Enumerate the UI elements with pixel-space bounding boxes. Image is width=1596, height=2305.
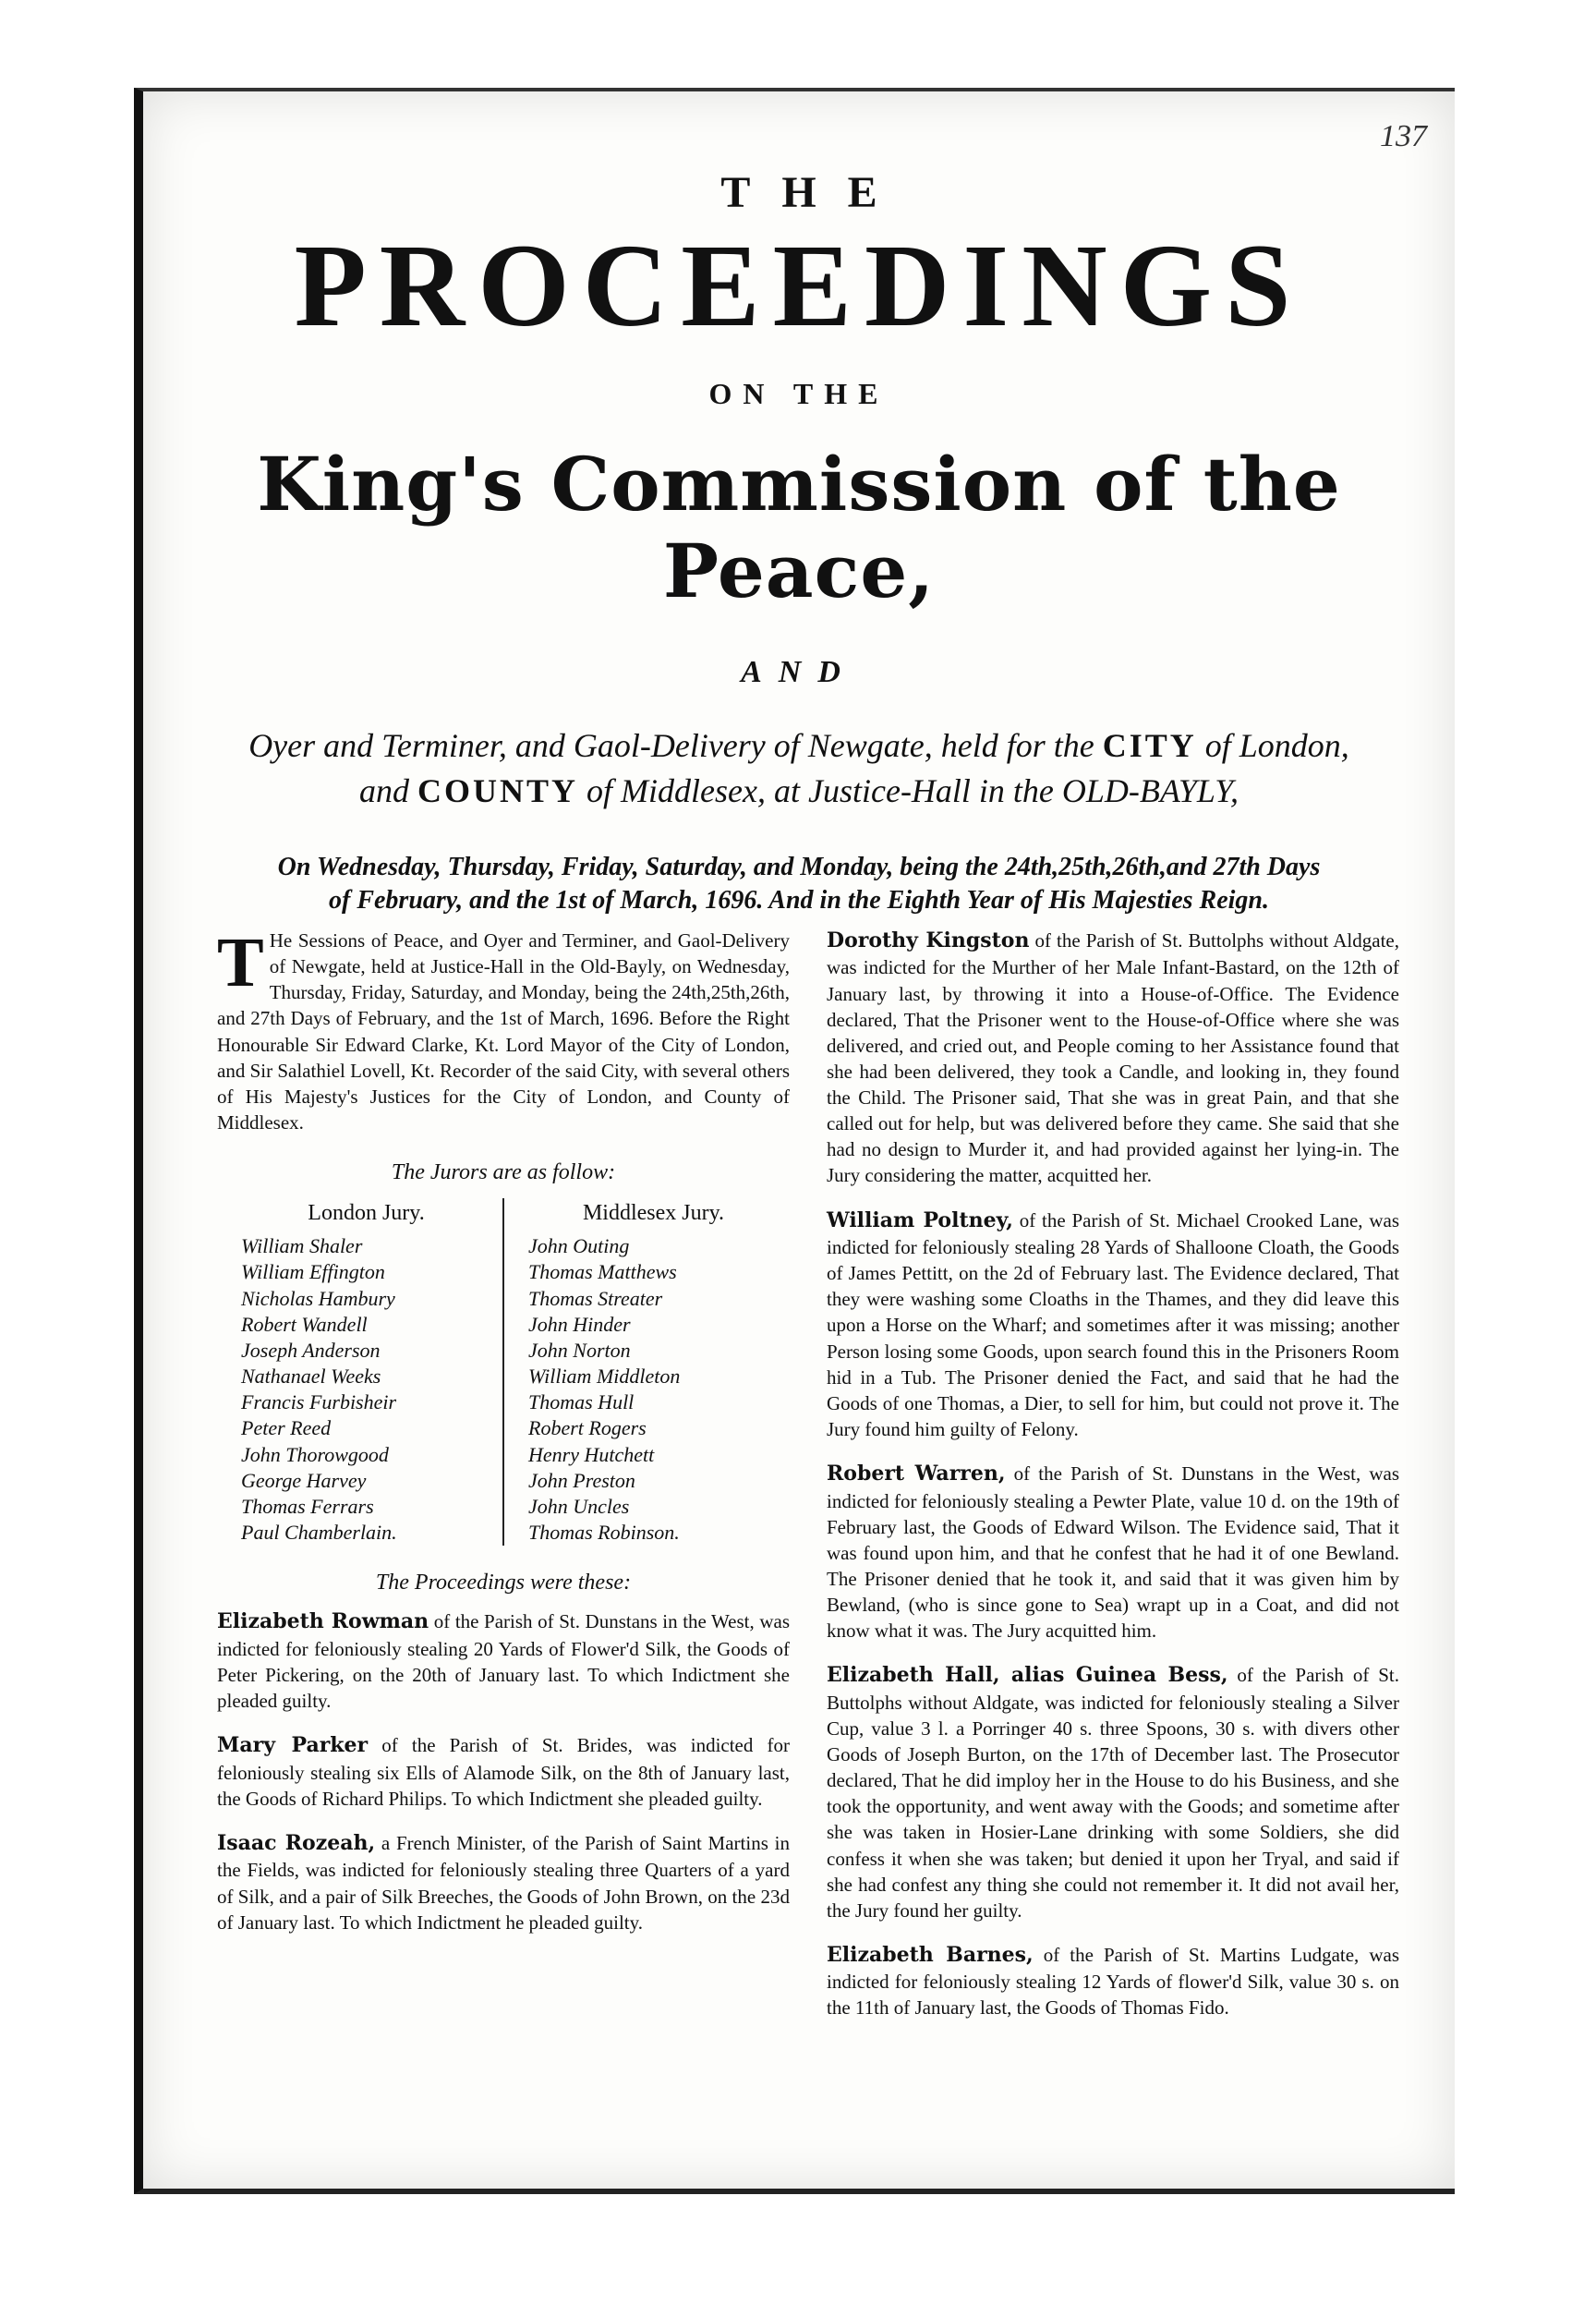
juror: John Preston xyxy=(528,1468,635,1492)
title-kings-commission: King's Commission of the Peace, xyxy=(257,441,1341,615)
case-paragraph xyxy=(217,1830,790,1935)
case-name: Elizabeth Barnes, xyxy=(827,1942,1034,1967)
intro-paragraph xyxy=(217,924,790,1135)
case-paragraph xyxy=(827,1942,1399,2021)
jurors-heading: The Jurors are as follow: xyxy=(391,1160,616,1184)
juror: William Middleton xyxy=(528,1365,681,1389)
middlesex-jury xyxy=(504,1198,790,1546)
case-text: of the Parish of St. Buttolphs without Aldgate, was indicted for feloniously stealing a Silver Cup, value 3 l. a Porringer 40 s. three Spoons, 30 s. with divers other Goods of Joseph Burton, on the 17th of December last. The Prosecutor declared, That he did imploy her in the House to do his Business, and she took the opportunity, and went away with the Goods; and sometime after she was taken in Hosier-Lane drinking with some Soldiers, she did confess it when she was taken; but denied it upon her Tryal, and said if she had confest any thing she could not remember it. It did not avail her, the Jury found her guilty. xyxy=(827,1664,1400,1922)
juror: John Thorowgood xyxy=(241,1442,389,1466)
juror: William Effington xyxy=(241,1260,385,1284)
oyer-line1-a: Oyer and Terminer, and Gaol-Delivery of Newgate, held for the xyxy=(248,727,1103,765)
middlesex-jury-heading: Middlesex Jury. xyxy=(582,1201,725,1226)
juror: Paul Chamberlain. xyxy=(241,1521,397,1545)
oyer-line1-caps: CITY xyxy=(1102,727,1197,765)
title-the: THE xyxy=(720,168,909,217)
title-oyer-and-terminer xyxy=(180,723,1418,813)
dates-line1: On Wednesday, Thursday, Friday, Saturday, and Monday, being the 24th,25th,26th,and 27th Days xyxy=(277,852,1321,881)
intro-text: He Sessions of Peace, and Oyer and Terminer, and Gaol-Delivery of Newgate, held at Justice-Hall in the Old-Bayly, on Wednesday, Thursday, Friday, Saturday, and Monday, being the 24th,25th,26th, and 27th Days of February, and the 1st of March, 1696. Before the Right Honourable Sir Edward Clarke, Kt. Lord Mayor of the City of London, and Sir Salathiel Lovell, Kt. Recorder of the said City, with several others of His Majesty's Justices for the City of London, and County of Middlesex. xyxy=(217,929,790,1134)
juror: John Hinder xyxy=(528,1312,631,1336)
juror: Peter Reed xyxy=(241,1416,332,1440)
juror: Robert Rogers xyxy=(528,1416,647,1440)
juror: George Harvey xyxy=(241,1468,367,1492)
case-paragraph xyxy=(827,1207,1399,1442)
title-on-the: ON THE xyxy=(708,377,889,411)
session-dates xyxy=(180,851,1418,918)
right-column xyxy=(827,928,1399,2040)
document-page xyxy=(134,88,1455,2194)
case-paragraph xyxy=(217,1732,790,1812)
juror: Thomas Hull xyxy=(528,1390,635,1414)
case-text: of the Parish of St. Michael Crooked Lane, was indicted for feloniously stealing 28 Yards of Shalloone Cloath, the Goods of James Pettitt, on the 2d of February last. The Evidence declared, That they were washing some Cloaths in the Thames, and they did leave this upon a Horse on the Wharf; and sometimes after it was missing; another Person losing some Goods, upon search found this in the Prisoners Room hid in a Tub. The Prisoner denied the Fact, and said that he had the Goods of one Thomas, a Dier, to sell for him, but could not prove it. The Jury found him guilty of Felony. xyxy=(827,1208,1399,1440)
drop-cap: T xyxy=(217,924,264,1001)
text-columns xyxy=(217,924,1400,2040)
oyer-line1-b: of London, xyxy=(1196,727,1349,765)
juror: Thomas Ferrars xyxy=(241,1494,374,1518)
juror: Joseph Anderson xyxy=(241,1338,381,1362)
case-name: William Poltney, xyxy=(827,1207,1013,1232)
oyer-line2-b: of Middlesex, at Justice-Hall in the OLD-BAYLY, xyxy=(578,771,1239,809)
middlesex-jury-list xyxy=(517,1233,790,1546)
left-column xyxy=(217,924,790,2040)
case-name: Mary Parker xyxy=(217,1733,369,1758)
juror: Thomas Streater xyxy=(528,1286,663,1310)
juror: John Uncles xyxy=(528,1494,630,1518)
proceedings-heading: The Proceedings were these: xyxy=(375,1571,632,1595)
case-paragraph xyxy=(827,928,1399,1189)
juror: Thomas Robinson. xyxy=(528,1521,680,1545)
case-text: of the Parish of St. Buttolphs without Aldgate, was indicted for the Murther of her Male Infant-Bastard, on the 12th of January last, by throwing it into a House-of-Office. The Evidence declared, That the Prisoner went to the House-of-Office where she was delivered, and cried out, and People coming to her Assistance found that she had been delivered, they took a Candle, and looking in, they found the Child. The Prisoner said, That she was in great Pain, and that she called out for help, but was delivered before they came. She said that she had no design to Murder it, and had provided against her lying-in. The Jury considering the matter, acquitted her. xyxy=(827,929,1399,1187)
title-proceedings: PROCEEDINGS xyxy=(294,220,1304,351)
case-paragraph xyxy=(217,1608,790,1714)
oyer-line2-a: and xyxy=(359,771,418,809)
jurors-table xyxy=(217,1198,790,1546)
case-name: Dorothy Kingston xyxy=(827,928,1030,952)
juror: Nathanael Weeks xyxy=(241,1365,381,1389)
title-and: AND xyxy=(741,655,857,690)
case-name: Robert Warren, xyxy=(827,1462,1006,1486)
case-name: Elizabeth Rowman xyxy=(217,1609,429,1634)
london-jury-list xyxy=(230,1233,502,1546)
case-name: Isaac Rozeah, xyxy=(217,1830,376,1855)
juror: Francis Furbisheir xyxy=(241,1390,397,1414)
juror: Henry Hutchett xyxy=(528,1442,655,1466)
juror: Thomas Matthews xyxy=(528,1260,677,1284)
case-text: of the Parish of St. Brides, was indicted for feloniously stealing six Ells of Alamode Silk, on the 8th of January last, the Goods of Richard Philips. To which Indictment she pleaded guilty. xyxy=(217,1734,790,1810)
case-paragraph xyxy=(827,1662,1399,1923)
case-text: a French Minister, of the Parish of Saint Martins in the Fields, was indicted for feloniously stealing three Quarters of a yard of Silk, and a pair of Silk Breeches, the Goods of John Brown, on the 23d of January last. To which Indictment he pleaded guilty. xyxy=(217,1831,790,1934)
london-jury xyxy=(217,1198,504,1546)
juror: John Outing xyxy=(528,1234,630,1258)
case-text: of the Parish of St. Dunstans in the West, was indicted for feloniously stealing a Pewter Plate, value 10 d. on the 19th of February last, the Goods of Edward Wilson. The Evidence said, That it was found upon him, and that he confest that he had it of one Bewland. The Prisoner denied that he took it, and said that it was given him by Bewland, (who is since gone to Sea) wrapt up in a Coat, and did not know what it was. The Jury acquitted him. xyxy=(827,1462,1399,1643)
oyer-line2-caps: COUNTY xyxy=(417,771,579,809)
juror: William Shaler xyxy=(241,1234,363,1258)
case-text: of the Parish of St. Dunstans in the West, was indicted for feloniously stealing 20 Yards of Flower'd Silk, the Goods of Peter Pickering, on the 20th of January last. To which Indictment she pleaded guilty. xyxy=(217,1610,790,1713)
juror: Robert Wandell xyxy=(241,1312,368,1336)
case-name: Elizabeth Hall, alias Guinea Bess, xyxy=(827,1663,1228,1688)
dates-line2: of February, and the 1st of March, 1696. And in the Eighth Year of His Majesties Reign. xyxy=(329,885,1269,915)
folio-number: 137 xyxy=(1380,119,1427,153)
juror: Nicholas Hambury xyxy=(241,1286,395,1310)
juror: John Norton xyxy=(528,1338,631,1362)
london-jury-heading: London Jury. xyxy=(308,1201,425,1226)
case-paragraph xyxy=(827,1461,1399,1644)
case-text: of the Parish of St. Martins Ludgate, was indicted for feloniously stealing 12 Yards of flower'd Silk, value 30 s. on the 11th of January last, the Goods of Thomas Fido. xyxy=(827,1943,1399,2020)
